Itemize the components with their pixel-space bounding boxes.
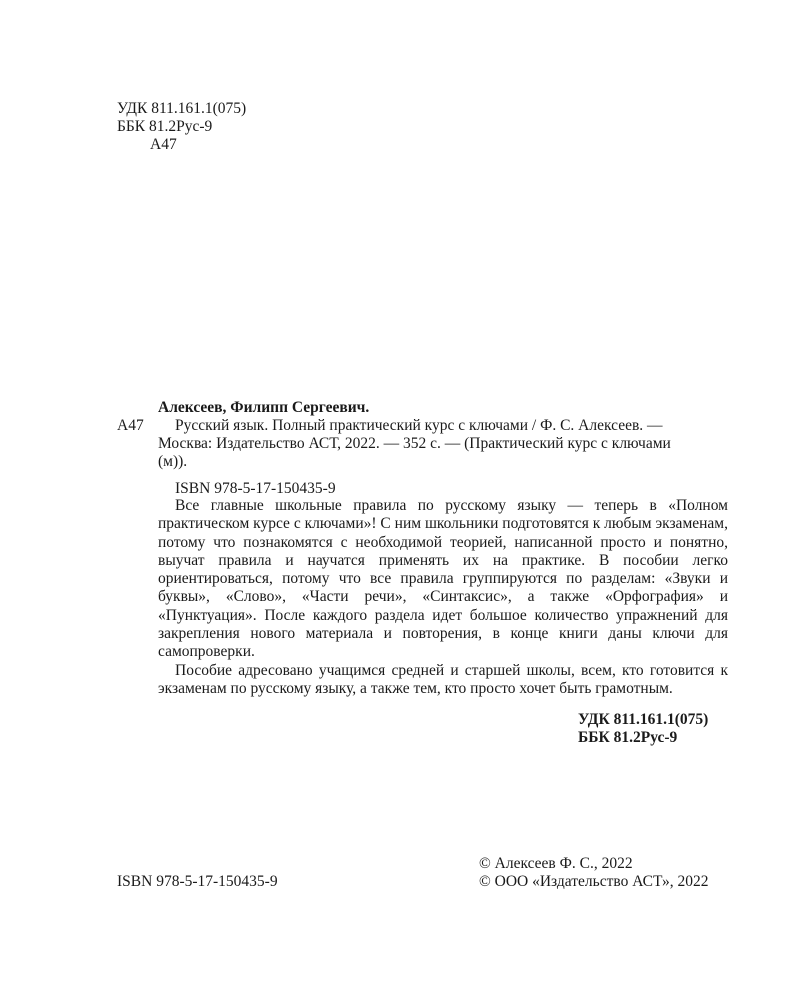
title-line-3: (м)). xyxy=(158,453,188,470)
udk-code-bottom: УДК 811.161.1(075) xyxy=(578,711,709,728)
isbn-footer: ISBN 978-5-17-150435-9 xyxy=(117,873,278,890)
annotation xyxy=(158,497,728,698)
copyright-author: © Алексеев Ф. С., 2022 xyxy=(479,855,633,872)
udk-code-top: УДК 811.161.1(075) xyxy=(117,100,247,117)
isbn-record: ISBN 978-5-17-150435-9 xyxy=(175,480,336,497)
copyright-publisher: © ООО «Издательство АСТ», 2022 xyxy=(479,873,709,890)
annotation-paragraph-1: Все главные школьные правила по русскому языку — теперь в «Полном практическом курсе с ключами»! С ним школьники подготовятся к любым экзаменам, потому что познакомятся с необходимой теорией, написанной просто и понятно, выучат правила и научатся применять их на практике. В пособии легко ориентироваться, потому что все правила группируются по разделам: «Звуки и буквы», «Слово», «Части речи», «Синтаксис», а также «Орфография» и «Пунктуация». После каждого раздела идет большое количество упражнений для закрепления нового материала и повторения, в конце книги даны ключи для самопроверки. xyxy=(158,497,728,661)
bbk-code-top: ББК 81.2Рус-9 xyxy=(117,118,213,135)
annotation-paragraph-2: Пособие адресовано учащимся средней и старшей школы, всем, кто готовится к экзаменам по русскому языку, а также тем, кто просто хочет быть грамотным. xyxy=(158,661,728,697)
title-line-2: Москва: Издательство АСТ, 2022. — 352 с. — (Практический курс с ключами xyxy=(158,435,671,452)
author-heading: Алексеев, Филипп Сергеевич. xyxy=(158,399,370,416)
author-mark-record: А47 xyxy=(117,417,144,434)
title-line-1: Русский язык. Полный практический курс с ключами / Ф. С. Алексеев. — xyxy=(175,417,663,434)
bbk-code-bottom: ББК 81.2Рус-9 xyxy=(578,729,678,746)
author-mark-top: А47 xyxy=(150,136,177,153)
